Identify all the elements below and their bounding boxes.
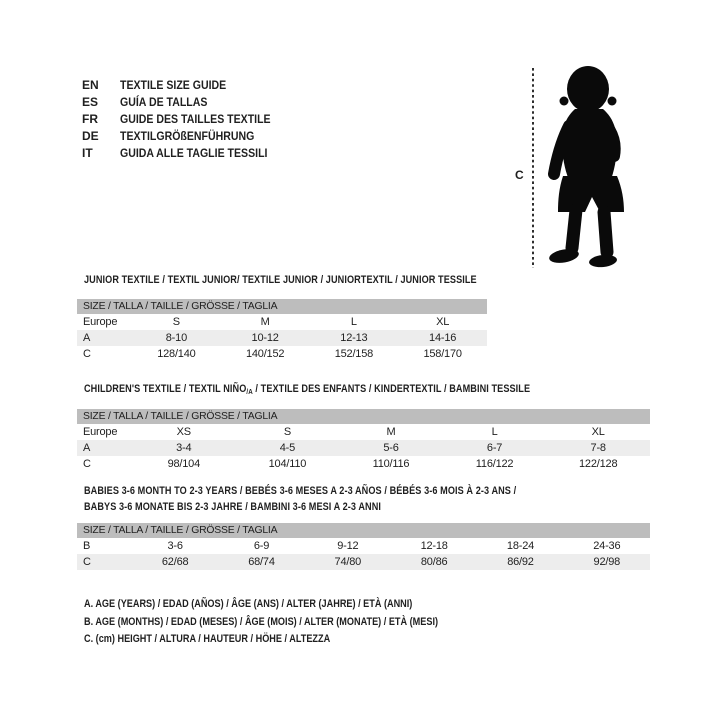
table-cell: M xyxy=(260,316,270,328)
language-row xyxy=(82,145,291,162)
row-label: C xyxy=(83,458,91,470)
table-header-row xyxy=(77,409,650,424)
table-cell: 3-6 xyxy=(167,540,183,552)
section-title-children-suffix: / TEXTILE DES ENFANTS / KINDERTEXTIL / BAMBINI TESSILE xyxy=(252,383,531,395)
language-list xyxy=(82,77,291,162)
section-title-children-sub: /A xyxy=(246,387,253,396)
size-header: SIZE / TALLA / TAILLE / GRÖSSE / TAGLIA xyxy=(77,523,650,538)
legend-notes xyxy=(84,596,438,649)
table-row xyxy=(77,538,650,554)
table-cell: 110/116 xyxy=(372,458,410,470)
table-header-row xyxy=(77,523,650,538)
legend-note: B. AGE (MONTHS) / EDAD (MESES) / ÂGE (MOIS) / ALTER (MONATE) / ETÀ (MESI) xyxy=(84,615,439,628)
language-code: EN xyxy=(82,78,99,92)
table-cell: XS xyxy=(176,426,191,438)
table-cell: 12-13 xyxy=(310,330,399,346)
table-cell: 98/104 xyxy=(167,458,201,470)
table-row xyxy=(77,314,487,330)
table-cell: 128/140 xyxy=(157,348,196,360)
table-cell: 8-10 xyxy=(132,330,221,346)
legend-note: C. (cm) HEIGHT / ALTURA / HAUTEUR / HÖHE / ALTEZZA xyxy=(84,633,331,645)
table-cell: 4-5 xyxy=(236,440,340,456)
legend-note: A. AGE (YEARS) / EDAD (AÑOS) / ÂGE (ANS) / ALTER (JAHRE) / ETÀ (ANNI) xyxy=(84,598,413,610)
table-header-row xyxy=(77,299,487,314)
language-code: IT xyxy=(82,146,93,160)
table-cell: S xyxy=(283,426,291,438)
size-header: SIZE / TALLA / TAILLE / GRÖSSE / TAGLIA xyxy=(77,299,487,314)
table-cell: 9-12 xyxy=(337,540,359,552)
row-label: A xyxy=(77,330,132,346)
language-label: TEXTILGRÖßENFÜHRUNG xyxy=(120,129,255,143)
table-cell: 3-4 xyxy=(132,440,236,456)
row-label: B xyxy=(83,540,91,552)
table-cell: 12-18 xyxy=(420,540,448,552)
language-code: DE xyxy=(82,129,99,143)
language-code: FR xyxy=(82,112,98,126)
table-cell: 18-24 xyxy=(506,540,535,552)
language-label: GUIDA ALLE TAGLIE TESSILI xyxy=(120,146,268,160)
table-cell: 158/170 xyxy=(423,348,462,360)
row-label: Europe xyxy=(83,316,118,328)
junior-size-table xyxy=(77,299,487,362)
section-title-babies xyxy=(84,483,516,515)
table-cell: 6-9 xyxy=(253,540,270,552)
language-row xyxy=(82,111,291,128)
table-cell: 7-8 xyxy=(546,440,650,456)
table-cell: 152/158 xyxy=(334,348,374,360)
babies-size-table xyxy=(77,523,650,570)
children-size-table xyxy=(77,409,650,472)
table-cell: S xyxy=(172,316,180,328)
table-cell: XL xyxy=(591,426,605,438)
row-label: C xyxy=(77,554,132,570)
table-cell: L xyxy=(491,426,498,438)
section-title-children xyxy=(84,381,530,400)
table-cell: XL xyxy=(436,316,450,328)
table-cell: 122/128 xyxy=(579,458,618,470)
table-cell: L xyxy=(350,316,357,328)
size-header: SIZE / TALLA / TAILLE / GRÖSSE / TAGLIA xyxy=(77,409,650,424)
row-label: A xyxy=(77,440,132,456)
table-cell: 10-12 xyxy=(221,330,310,346)
table-row xyxy=(77,440,650,456)
baby-silhouette-icon xyxy=(514,62,640,274)
table-cell: M xyxy=(386,426,396,438)
table-cell: 92/98 xyxy=(564,554,650,570)
section-title-babies-line2: BABYS 3-6 MONATE BIS 2-3 JAHRE / BAMBINI 3-6 MESI A 2-3 ANNI xyxy=(84,501,382,513)
table-cell: 104/110 xyxy=(268,458,307,470)
table-cell: 14-16 xyxy=(398,330,487,346)
table-cell: 86/92 xyxy=(477,554,563,570)
section-title-children-prefix: CHILDREN'S TEXTILE / TEXTIL NIÑO xyxy=(84,383,247,395)
language-row xyxy=(82,94,291,111)
language-label: GUÍA DE TALLAS xyxy=(120,95,208,109)
table-row xyxy=(77,456,650,472)
row-label: C xyxy=(83,348,91,360)
table-row xyxy=(77,346,487,362)
table-cell: 5-6 xyxy=(339,440,443,456)
table-row xyxy=(77,554,650,570)
baby-silhouette xyxy=(548,66,624,268)
table-cell: 62/68 xyxy=(132,554,218,570)
table-cell: 24-36 xyxy=(593,540,621,552)
section-title-junior: JUNIOR TEXTILE / TEXTIL JUNIOR/ TEXTILE JUNIOR / JUNIORTEXTIL / JUNIOR TESSILE xyxy=(84,274,477,286)
table-row xyxy=(77,424,650,440)
table-cell: 116/122 xyxy=(475,458,514,470)
table-cell: 140/152 xyxy=(245,348,285,360)
height-measure-label: C xyxy=(515,168,524,182)
language-row xyxy=(82,77,291,94)
section-title-babies-line1: BABIES 3-6 MONTH TO 2-3 YEARS / BEBÉS 3-6 MESES A 2-3 AÑOS / BÉBÉS 3-6 MOIS À 2-3 ANS / xyxy=(84,485,517,497)
table-cell: 80/86 xyxy=(391,554,477,570)
table-cell: 6-7 xyxy=(443,440,547,456)
language-row xyxy=(82,128,291,145)
table-cell: 68/74 xyxy=(218,554,304,570)
language-label: GUIDE DES TAILLES TEXTILE xyxy=(120,112,271,126)
language-label: TEXTILE SIZE GUIDE xyxy=(120,78,227,92)
table-row xyxy=(77,330,487,346)
row-label: Europe xyxy=(83,426,118,438)
language-code: ES xyxy=(82,95,99,109)
table-cell: 74/80 xyxy=(305,554,391,570)
